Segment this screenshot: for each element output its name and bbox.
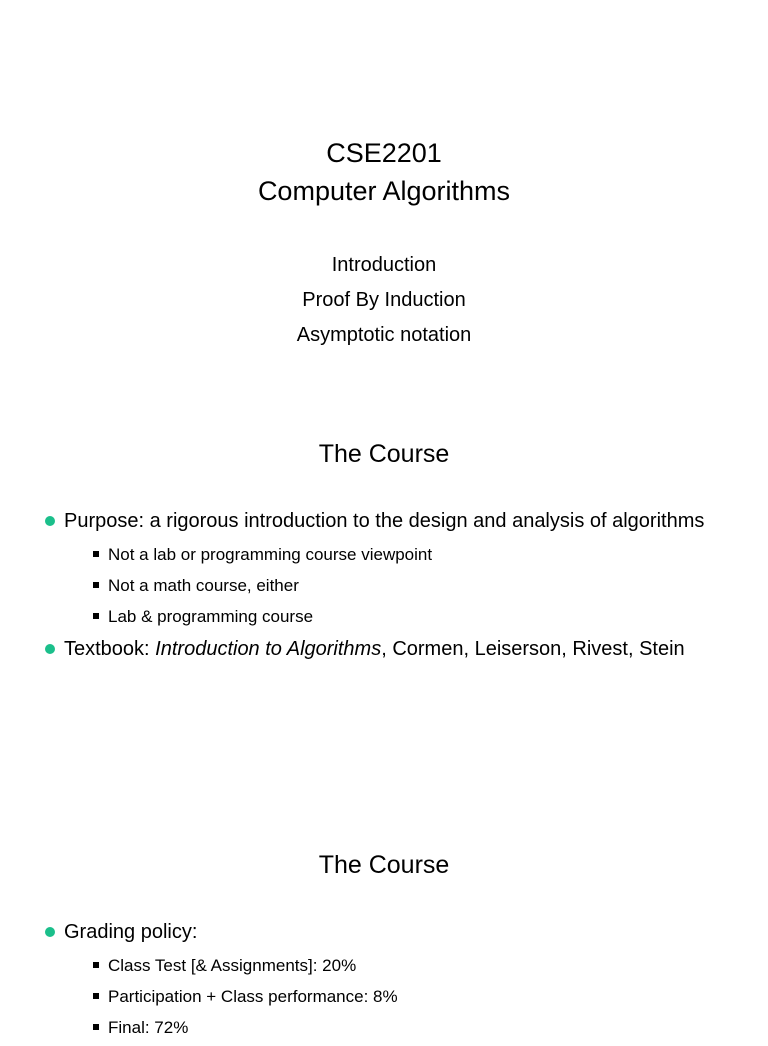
square-bullet-icon [93,993,99,999]
sub-bullet-list [64,539,724,632]
subtitle-proof-by-induction: Proof By Induction [302,289,466,311]
bullet-dot-icon [45,516,55,526]
textbook-prefix: Textbook: [64,638,156,660]
course-code: CSE2201 [326,138,442,168]
sub-bullet-text: Class Test [& Assignments]: 20% [108,956,357,975]
sub-bullet-text: Final: 72% [108,1018,189,1037]
sub-bullet-text: Not a math course, either [108,576,299,595]
slide-heading: The Course [318,851,450,879]
subtitle-asymptotic-notation: Asymptotic notation [296,324,472,346]
sub-bullet [92,950,724,981]
square-bullet-icon [93,613,99,619]
square-bullet-icon [93,1024,99,1030]
bullet-text: Purpose: a rigorous introduction to the design and analysis of algorithms [64,510,705,532]
slide-the-course-1 [0,410,768,821]
sub-bullet [92,570,724,601]
sub-bullet [92,981,724,1012]
square-bullet-icon [93,551,99,557]
slide-the-course-2 [0,821,768,1037]
square-bullet-icon [93,582,99,588]
textbook-authors: , Cormen, Leiserson, Rivest, Stein [381,638,685,660]
bullet-text: Grading policy: [64,921,198,943]
textbook-title: Introduction to Algorithms [155,638,382,660]
sub-bullet [92,601,724,632]
slide-heading: The Course [318,440,450,468]
slide-title-block [0,134,768,210]
sub-bullet-text: Lab & programming course [108,607,314,626]
slide-subtitle-block [0,248,768,353]
course-name: Computer Algorithms [257,176,511,206]
slide-title [0,0,768,410]
sub-bullet-list [64,950,724,1043]
bullet-dot-icon [45,927,55,937]
bullet-list [44,918,724,1046]
subtitle-introduction: Introduction [331,254,437,276]
bullet-grading-policy [44,918,724,1043]
sub-bullet-text: Not a lab or programming course viewpoint [108,545,433,564]
bullet-textbook [44,635,724,664]
bullet-dot-icon [45,644,55,654]
sub-bullet [92,1012,724,1043]
bullet-list [44,507,724,664]
bullet-purpose [44,507,724,632]
sub-bullet [92,539,724,570]
sub-bullet-text: Participation + Class performance: 8% [108,987,398,1006]
square-bullet-icon [93,962,99,968]
